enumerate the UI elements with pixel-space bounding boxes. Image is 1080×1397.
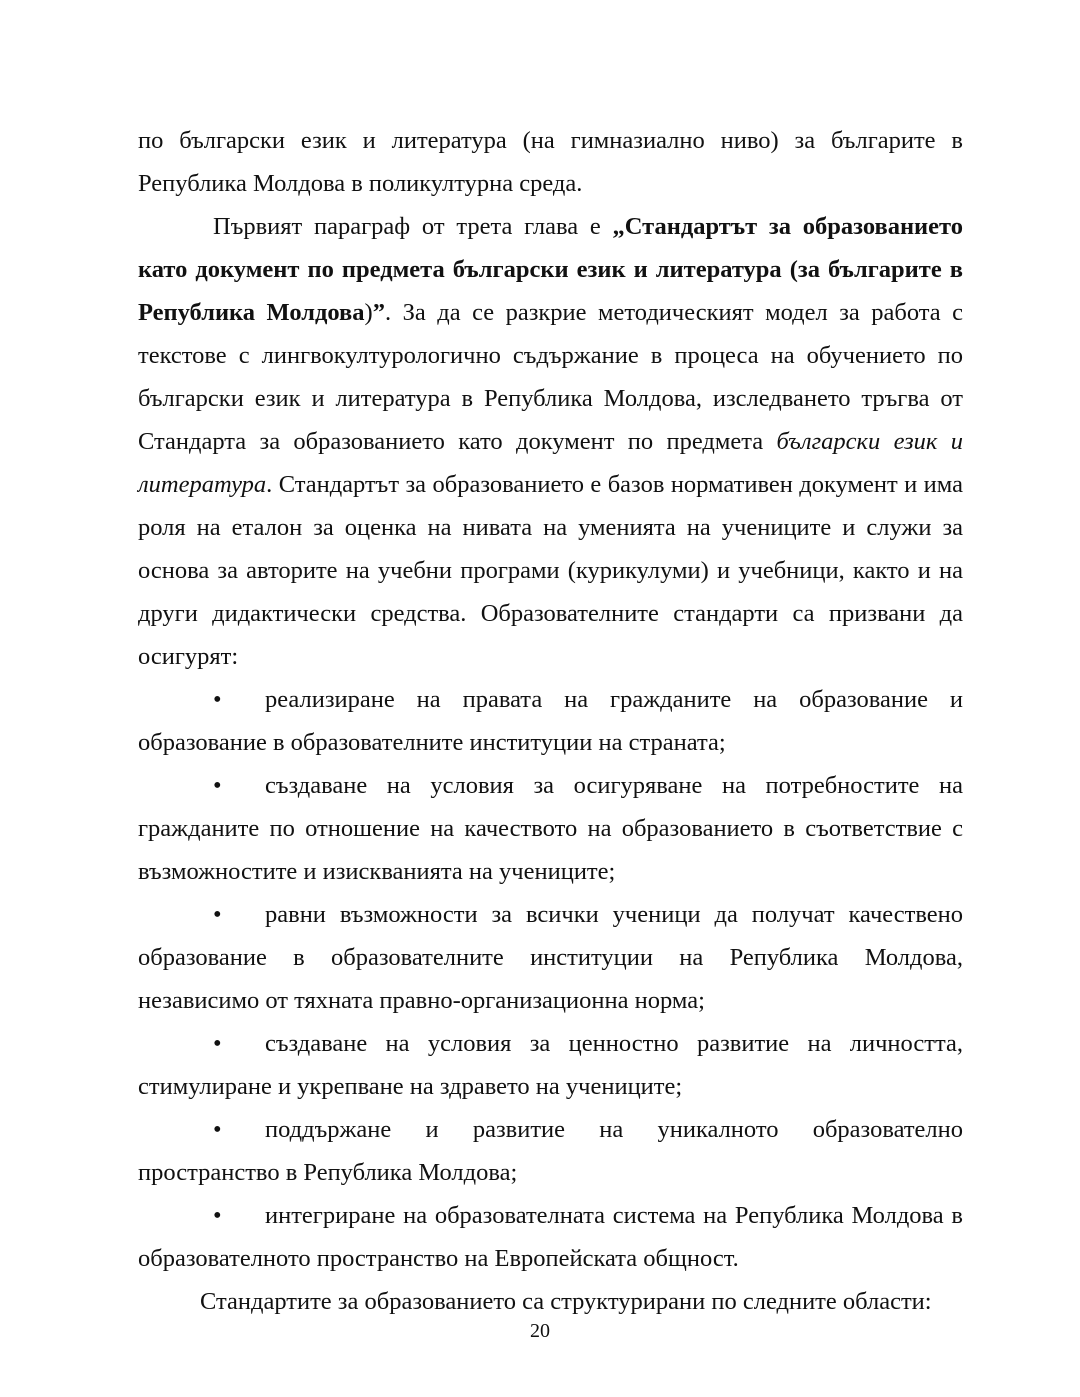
bullet-icon: •	[213, 1030, 222, 1057]
bullet-item	[138, 893, 963, 1022]
section-intro-paragraph	[138, 205, 963, 678]
bullet-item	[138, 1194, 963, 1280]
bullet-text: създаване на условия за осигуряване на потребностите на гражданите по отношение на качеството на образованието в съответствие с възможностите и изискванията на учениците;	[138, 772, 963, 885]
page-number: 20	[530, 1320, 550, 1342]
continuation-paragraph: по български език и литература (на гимназиално ниво) за българите в Република Молдова в поликултурна среда.	[138, 127, 963, 197]
closing-paragraph: Стандартите за образованието са структурирани по следните области:	[200, 1288, 932, 1315]
bullet-icon: •	[213, 686, 222, 713]
bullet-text: поддържане и развитие на уникалното образователно пространство в Република Молдова;	[138, 1116, 963, 1186]
bullet-item	[138, 1022, 963, 1108]
bullet-text: създаване на условия за ценностно развитие на личността, стимулиране и укрепване на здравето на учениците;	[138, 1030, 963, 1100]
intro-text-b: . Стандартът за образованието е базов нормативен документ и има роля на еталон за оценка на нивата на уменията на учениците и служи за основа за авторите на учебни програми (курикулуми) и учебници, както и на други дидактически средства. Образователните стандарти са призвани да осигурят:	[138, 471, 963, 670]
section-title: „Стандартът за образованието като документ по предмета български език и литература (за българите в Република Молдова	[138, 213, 964, 326]
bullet-item	[138, 678, 963, 764]
bullet-text: равни възможности за всички ученици да получат качествено образование в образователните институции на Република Молдова, независимо от тяхната правно-организационна норма;	[138, 901, 963, 1014]
bullet-item	[138, 764, 963, 893]
bullet-icon: •	[213, 1202, 222, 1229]
intro-lead: Първият параграф от трета глава е	[213, 213, 613, 240]
subject-name: български език и литература	[138, 428, 964, 498]
bullet-text: реализиране на правата на гражданите на образование и образование в образователните институции на страната;	[138, 686, 963, 756]
bullet-icon: •	[213, 901, 222, 928]
intro-text-a: . За да се разкрие методическият модел за работа с текстове с лингвокултурологично съдържание в процеса на обучението по български език и литература в Република Молдова, изследването тръгва от Стандарта за образованието като документ по предмета	[138, 299, 964, 455]
section-title-close: )	[364, 299, 373, 326]
section-title-quote: ”	[372, 299, 385, 326]
bullet-icon: •	[213, 1116, 222, 1143]
body-text	[138, 119, 963, 1323]
bullet-text: интегриране на образователната система на Република Молдова в образователното пространство на Европейската общност.	[138, 1202, 963, 1272]
bullet-icon: •	[213, 772, 222, 799]
bullet-item	[138, 1108, 963, 1194]
